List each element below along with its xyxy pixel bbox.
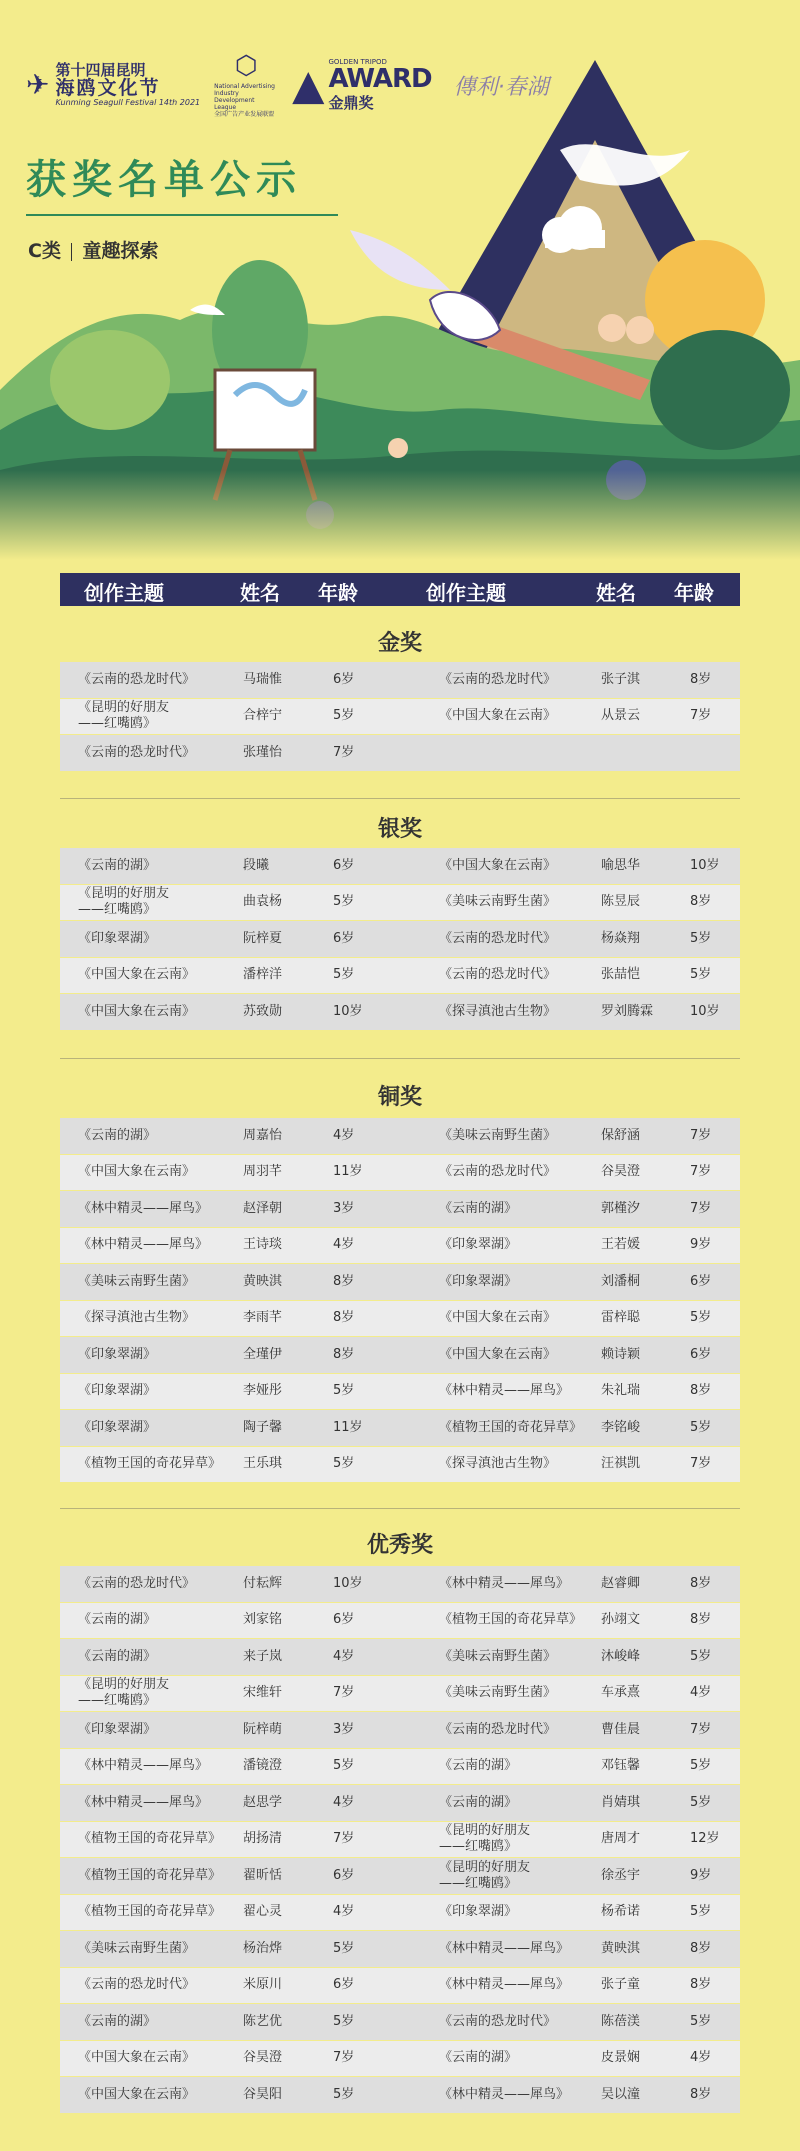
table-row xyxy=(60,994,740,1030)
name-cell: 黄映淇 xyxy=(601,1940,641,1956)
name-cell: 苏致勋 xyxy=(243,1003,283,1019)
theme-cell: 《植物王国的奇花异草》 xyxy=(78,1904,222,1920)
age-cell: 8岁 xyxy=(690,894,712,910)
table-row xyxy=(60,699,740,735)
name-cell: 邓钰馨 xyxy=(601,1758,641,1774)
name-cell: 王乐琪 xyxy=(243,1456,283,1472)
name-cell: 杨希诺 xyxy=(601,1904,641,1920)
name-cell: 徐丞宇 xyxy=(601,1867,641,1883)
age-cell: 8岁 xyxy=(690,2086,712,2102)
name-cell: 胡扬清 xyxy=(243,1831,283,1847)
name-cell: 谷昊阳 xyxy=(243,2086,283,2102)
theme-cell: 《林中精灵——犀鸟》 xyxy=(78,1237,209,1253)
name-cell: 翟昕恬 xyxy=(243,1867,283,1883)
header-theme-right: 创作主题 xyxy=(426,581,506,605)
name-cell: 宋维轩 xyxy=(243,1685,283,1701)
name-cell: 陈昱辰 xyxy=(601,894,641,910)
award-table-silver xyxy=(60,848,740,1031)
section-divider xyxy=(60,1508,740,1509)
section-divider xyxy=(60,1058,740,1059)
theme-cell: 《林中精灵——犀鸟》 xyxy=(78,1758,209,1774)
theme-cell: 《探寻滇池古生物》 xyxy=(78,1310,196,1326)
theme-cell: 《昆明的好朋友 ——红嘴鸥》 xyxy=(439,1859,531,1891)
table-header xyxy=(60,573,740,606)
name-cell: 朱礼瑞 xyxy=(601,1383,641,1399)
section-title-bronze: 铜奖 xyxy=(377,1085,422,1110)
theme-cell: 《印象翠湖》 xyxy=(78,1419,157,1435)
theme-cell: 《云南的恐龙时代》 xyxy=(439,930,557,946)
theme-cell: 《昆明的好朋友 ——红嘴鸥》 xyxy=(78,886,170,918)
name-cell: 段曦 xyxy=(243,857,270,873)
table-row xyxy=(60,1603,740,1639)
theme-cell: 《印象翠湖》 xyxy=(439,1904,518,1920)
theme-cell: 《云南的恐龙时代》 xyxy=(439,967,557,983)
age-cell: 5岁 xyxy=(333,967,355,983)
table-row xyxy=(60,2004,740,2040)
theme-cell: 《云南的恐龙时代》 xyxy=(78,744,196,760)
theme-cell: 《林中精灵——犀鸟》 xyxy=(439,2086,570,2102)
festival-logo xyxy=(26,60,201,107)
table-row xyxy=(60,662,740,698)
title-divider xyxy=(26,214,338,216)
spring-brand-logo: 傳利·春湖 xyxy=(453,74,549,100)
name-cell: 谷昊澄 xyxy=(601,1164,641,1180)
name-cell: 合梓宁 xyxy=(243,708,283,724)
festival-name-en: Kunming Seagull Festival xyxy=(55,97,157,107)
age-cell: 5岁 xyxy=(690,1310,712,1326)
name-cell: 车承熹 xyxy=(601,1685,641,1701)
theme-cell: 《云南的湖》 xyxy=(439,1758,518,1774)
age-cell: 5岁 xyxy=(690,2013,712,2029)
name-cell: 曲袁杨 xyxy=(243,894,283,910)
table-row xyxy=(60,2077,740,2113)
table-row xyxy=(60,1447,740,1483)
award-table-gold xyxy=(60,662,740,772)
age-cell: 8岁 xyxy=(333,1273,355,1289)
theme-cell: 《林中精灵——犀鸟》 xyxy=(439,1977,570,1993)
table-row xyxy=(60,2041,740,2077)
age-cell: 8岁 xyxy=(690,671,712,687)
age-cell: 5岁 xyxy=(690,1419,712,1435)
age-cell: 7岁 xyxy=(333,744,355,760)
theme-cell: 《云南的湖》 xyxy=(78,2013,157,2029)
theme-cell: 《昆明的好朋友 ——红嘴鸥》 xyxy=(439,1823,531,1855)
theme-cell: 《云南的恐龙时代》 xyxy=(439,1164,557,1180)
theme-cell: 《美味云南野生菌》 xyxy=(439,894,557,910)
subtitle-theme: 童趣探索 xyxy=(82,240,159,262)
age-cell: 5岁 xyxy=(690,930,712,946)
table-row xyxy=(60,1676,740,1712)
age-cell: 7岁 xyxy=(690,1127,712,1143)
name-cell: 杨焱翔 xyxy=(601,930,641,946)
theme-cell: 《昆明的好朋友 ——红嘴鸥》 xyxy=(78,1677,170,1709)
theme-cell: 《云南的恐龙时代》 xyxy=(439,2013,557,2029)
theme-cell xyxy=(439,735,589,771)
theme-cell: 《中国大象在云南》 xyxy=(78,1164,196,1180)
name-cell: 周羽芊 xyxy=(243,1164,283,1180)
seagull-logo-icon: ✈ xyxy=(26,68,50,102)
table-row xyxy=(60,735,740,771)
theme-cell: 《云南的恐龙时代》 xyxy=(78,1977,196,1993)
theme-cell: 《云南的湖》 xyxy=(78,1612,157,1628)
theme-cell: 《美味云南野生菌》 xyxy=(439,1648,557,1664)
age-cell: 4岁 xyxy=(690,1685,712,1701)
theme-cell: 《林中精灵——犀鸟》 xyxy=(439,1575,570,1591)
award-table-excellent xyxy=(60,1566,740,2114)
age-cell: 6岁 xyxy=(690,1346,712,1362)
age-cell: 11岁 xyxy=(333,1164,363,1180)
theme-cell: 《印象翠湖》 xyxy=(439,1237,518,1253)
age-cell: 8岁 xyxy=(690,1575,712,1591)
theme-cell: 《植物王国的奇花异草》 xyxy=(439,1612,583,1628)
name-cell: 王若媛 xyxy=(601,1237,641,1253)
name-cell: 阮梓夏 xyxy=(243,930,283,946)
theme-cell: 《中国大象在云南》 xyxy=(439,1310,557,1326)
table-row xyxy=(60,921,740,957)
section-title-excellent: 优秀奖 xyxy=(366,1533,433,1558)
table-row xyxy=(60,958,740,994)
theme-cell: 《云南的湖》 xyxy=(439,2050,518,2066)
name-cell: 曹佳晨 xyxy=(601,1721,641,1737)
age-cell: 5岁 xyxy=(333,1758,355,1774)
name-cell: 米原川 xyxy=(243,1977,283,1993)
age-cell: 6岁 xyxy=(333,1612,355,1628)
theme-cell: 《昆明的好朋友 ——红嘴鸥》 xyxy=(78,700,170,732)
name-cell: 从景云 xyxy=(601,708,641,724)
table-row xyxy=(60,1785,740,1821)
table-row xyxy=(60,1566,740,1602)
theme-cell: 《美味云南野生菌》 xyxy=(439,1685,557,1701)
name-cell: 刘家铭 xyxy=(243,1612,283,1628)
name-cell: 翟心灵 xyxy=(243,1904,283,1920)
theme-cell: 《印象翠湖》 xyxy=(78,1383,157,1399)
age-cell: 5岁 xyxy=(690,967,712,983)
name-cell: 刘潘桐 xyxy=(601,1273,641,1289)
age-cell: 5岁 xyxy=(333,1383,355,1399)
award-logo xyxy=(292,58,432,113)
age-cell: 8岁 xyxy=(333,1310,355,1326)
table-row xyxy=(60,1228,740,1264)
theme-cell: 《中国大象在云南》 xyxy=(439,708,557,724)
name-cell: 喻思华 xyxy=(601,857,641,873)
gem-icon: ⬡ xyxy=(234,51,258,82)
table-row xyxy=(60,1858,740,1894)
name-cell: 周嘉怡 xyxy=(243,1127,283,1143)
table-row xyxy=(60,1822,740,1858)
theme-cell: 《云南的湖》 xyxy=(78,1648,157,1664)
name-cell: 张子淇 xyxy=(601,671,641,687)
name-cell: 保舒涵 xyxy=(601,1127,641,1143)
award-en-small: GOLDEN TRIPOD xyxy=(328,57,387,66)
theme-cell: 《探寻滇池古生物》 xyxy=(439,1456,557,1472)
theme-cell: 《美味云南野生菌》 xyxy=(439,1127,557,1143)
league-logo xyxy=(214,51,278,118)
age-cell: 6岁 xyxy=(333,930,355,946)
theme-cell: 《林中精灵——犀鸟》 xyxy=(439,1383,570,1399)
page-subtitle xyxy=(28,236,158,263)
name-cell: 谷昊澄 xyxy=(243,2050,283,2066)
league-name-cn: 全国广告产业发展联盟 xyxy=(214,111,275,119)
age-cell: 8岁 xyxy=(690,1383,712,1399)
age-cell: 5岁 xyxy=(333,2086,355,2102)
age-cell xyxy=(690,735,740,771)
table-row xyxy=(60,1191,740,1227)
name-cell: 陶子馨 xyxy=(243,1419,283,1435)
table-row xyxy=(60,1968,740,2004)
table-row xyxy=(60,1118,740,1154)
table-row xyxy=(60,1374,740,1410)
age-cell: 7岁 xyxy=(690,1164,712,1180)
table-row xyxy=(60,1155,740,1191)
theme-cell: 《印象翠湖》 xyxy=(439,1273,518,1289)
header-name-right: 姓名 xyxy=(596,581,636,605)
age-cell: 6岁 xyxy=(333,857,355,873)
theme-cell: 《印象翠湖》 xyxy=(78,930,157,946)
league-name-en: National Advertising Industry Development League xyxy=(214,82,275,112)
age-cell: 5岁 xyxy=(333,1456,355,1472)
age-cell: 5岁 xyxy=(690,1794,712,1810)
theme-cell: 《云南的湖》 xyxy=(439,1200,518,1216)
name-cell: 赵睿卿 xyxy=(601,1575,641,1591)
table-row xyxy=(60,1895,740,1931)
theme-cell: 《云南的恐龙时代》 xyxy=(439,671,557,687)
age-cell: 3岁 xyxy=(333,1200,355,1216)
name-cell: 罗刘腾霖 xyxy=(601,1003,654,1019)
table-row xyxy=(60,1712,740,1748)
name-cell: 张瑾怡 xyxy=(243,744,283,760)
age-cell: 5岁 xyxy=(690,1648,712,1664)
name-cell: 张喆恺 xyxy=(601,967,641,983)
name-cell: 王诗琰 xyxy=(243,1237,283,1253)
subtitle-category: C类 xyxy=(28,240,61,262)
table-row xyxy=(60,848,740,884)
name-cell: 黄映淇 xyxy=(243,1273,283,1289)
age-cell: 5岁 xyxy=(333,894,355,910)
festival-year: 2021 xyxy=(179,97,201,107)
header-theme-left: 创作主题 xyxy=(84,581,164,605)
age-cell: 8岁 xyxy=(690,1612,712,1628)
age-cell: 5岁 xyxy=(333,708,355,724)
theme-cell: 《中国大象在云南》 xyxy=(439,857,557,873)
table-row xyxy=(60,1931,740,1967)
theme-cell: 《美味云南野生菌》 xyxy=(78,1273,196,1289)
theme-cell: 《林中精灵——犀鸟》 xyxy=(78,1200,209,1216)
theme-cell: 《林中精灵——犀鸟》 xyxy=(439,1940,570,1956)
age-cell: 6岁 xyxy=(333,671,355,687)
theme-cell: 《中国大象在云南》 xyxy=(78,2086,196,2102)
age-cell: 5岁 xyxy=(690,1904,712,1920)
name-cell: 李铭峻 xyxy=(601,1419,641,1435)
age-cell: 5岁 xyxy=(333,1940,355,1956)
table-row xyxy=(60,1410,740,1446)
age-cell: 8岁 xyxy=(333,1346,355,1362)
theme-cell: 《植物王国的奇花异草》 xyxy=(78,1456,222,1472)
name-cell: 孙翊文 xyxy=(601,1612,641,1628)
age-cell: 3岁 xyxy=(333,1721,355,1737)
age-cell: 4岁 xyxy=(333,1904,355,1920)
name-cell: 赖诗颖 xyxy=(601,1346,641,1362)
age-cell: 10岁 xyxy=(690,1003,720,1019)
age-cell: 11岁 xyxy=(333,1419,363,1435)
age-cell: 5岁 xyxy=(690,1758,712,1774)
name-cell: 潘梓洋 xyxy=(243,967,283,983)
section-title-silver: 银奖 xyxy=(377,817,422,842)
name-cell: 雷梓聪 xyxy=(601,1310,641,1326)
table-row xyxy=(60,885,740,921)
name-cell xyxy=(601,735,671,771)
theme-cell: 《美味云南野生菌》 xyxy=(78,1940,196,1956)
name-cell: 皮景娴 xyxy=(601,2050,641,2066)
age-cell: 12岁 xyxy=(690,1831,720,1847)
theme-cell: 《云南的湖》 xyxy=(78,857,157,873)
theme-cell: 《植物王国的奇花异草》 xyxy=(78,1867,222,1883)
table-row xyxy=(60,1639,740,1675)
theme-cell: 《云南的恐龙时代》 xyxy=(78,1575,196,1591)
theme-cell: 《中国大象在云南》 xyxy=(439,1346,557,1362)
age-cell: 7岁 xyxy=(690,708,712,724)
name-cell: 李娅彤 xyxy=(243,1383,283,1399)
name-cell: 李雨芊 xyxy=(243,1310,283,1326)
triangle-award-icon: ▲ xyxy=(292,60,325,109)
theme-cell: 《中国大象在云南》 xyxy=(78,2050,196,2066)
award-en: AWARD xyxy=(328,63,432,94)
festival-name-line2: 海鸥文化节 xyxy=(55,76,161,99)
award-table-bronze xyxy=(60,1118,740,1483)
age-cell: 7岁 xyxy=(333,1685,355,1701)
theme-cell: 《探寻滇池古生物》 xyxy=(439,1003,557,1019)
theme-cell: 《云南的湖》 xyxy=(439,1794,518,1810)
theme-cell: 《植物王国的奇花异草》 xyxy=(439,1419,583,1435)
age-cell: 8岁 xyxy=(690,1977,712,1993)
age-cell: 7岁 xyxy=(333,2050,355,2066)
name-cell: 郭槿汐 xyxy=(601,1200,641,1216)
theme-cell: 《云南的恐龙时代》 xyxy=(439,1721,557,1737)
table-row xyxy=(60,1337,740,1373)
age-cell: 7岁 xyxy=(690,1456,712,1472)
age-cell: 10岁 xyxy=(333,1003,363,1019)
name-cell: 杨治烨 xyxy=(243,1940,283,1956)
section-divider xyxy=(60,798,740,799)
theme-cell: 《林中精灵——犀鸟》 xyxy=(78,1794,209,1810)
table-row xyxy=(60,1301,740,1337)
festival-number: 14th xyxy=(158,97,178,107)
festival-name-line1: 第十四届昆明 xyxy=(55,60,146,79)
hero-illustration xyxy=(0,0,800,560)
age-cell: 6岁 xyxy=(333,1977,355,1993)
theme-cell: 《印象翠湖》 xyxy=(78,1721,157,1737)
logo-row xyxy=(26,51,549,119)
name-cell: 陈艺优 xyxy=(243,2013,283,2029)
name-cell: 肖婧琪 xyxy=(601,1794,641,1810)
age-cell: 4岁 xyxy=(333,1237,355,1253)
name-cell: 吴以潼 xyxy=(601,2086,641,2102)
name-cell: 唐周才 xyxy=(601,1831,641,1847)
age-cell: 10岁 xyxy=(690,857,720,873)
header-age-right: 年龄 xyxy=(674,581,714,605)
age-cell: 10岁 xyxy=(333,1575,363,1591)
section-title-gold: 金奖 xyxy=(377,631,422,656)
name-cell: 马瑞惟 xyxy=(243,671,283,687)
name-cell: 张子童 xyxy=(601,1977,641,1993)
age-cell: 9岁 xyxy=(690,1867,712,1883)
subtitle-separator xyxy=(71,243,73,261)
age-cell: 9岁 xyxy=(690,1237,712,1253)
age-cell: 6岁 xyxy=(333,1867,355,1883)
theme-cell: 《印象翠湖》 xyxy=(78,1346,157,1362)
age-cell: 4岁 xyxy=(333,1127,355,1143)
name-cell: 付耘辉 xyxy=(243,1575,283,1591)
age-cell: 4岁 xyxy=(333,1648,355,1664)
name-cell: 阮梓萌 xyxy=(243,1721,283,1737)
name-cell: 沐峻峰 xyxy=(601,1648,641,1664)
name-cell: 赵泽朝 xyxy=(243,1200,283,1216)
header-name-left: 姓名 xyxy=(240,581,280,605)
name-cell: 潘镜澄 xyxy=(243,1758,283,1774)
age-cell: 4岁 xyxy=(333,1794,355,1810)
theme-cell: 《植物王国的奇花异草》 xyxy=(78,1831,222,1847)
age-cell: 7岁 xyxy=(690,1200,712,1216)
table-row xyxy=(60,1264,740,1300)
age-cell: 8岁 xyxy=(690,1940,712,1956)
theme-cell: 《中国大象在云南》 xyxy=(78,967,196,983)
age-cell: 7岁 xyxy=(333,1831,355,1847)
theme-cell: 《中国大象在云南》 xyxy=(78,1003,196,1019)
age-cell: 7岁 xyxy=(690,1721,712,1737)
name-cell: 陈蓓渼 xyxy=(601,2013,641,2029)
age-cell: 4岁 xyxy=(690,2050,712,2066)
age-cell: 6岁 xyxy=(690,1273,712,1289)
table-row xyxy=(60,1749,740,1785)
award-cn: 金鼎奖 xyxy=(328,93,374,112)
theme-cell: 《云南的恐龙时代》 xyxy=(78,671,196,687)
name-cell: 全瑾伊 xyxy=(243,1346,283,1362)
name-cell: 汪祺凯 xyxy=(601,1456,641,1472)
page-title: 获奖名单公示 xyxy=(26,157,302,203)
age-cell: 5岁 xyxy=(333,2013,355,2029)
theme-cell: 《云南的湖》 xyxy=(78,1127,157,1143)
name-cell: 来子岚 xyxy=(243,1648,283,1664)
header-age-left: 年龄 xyxy=(318,581,358,605)
name-cell: 赵思学 xyxy=(243,1794,283,1810)
